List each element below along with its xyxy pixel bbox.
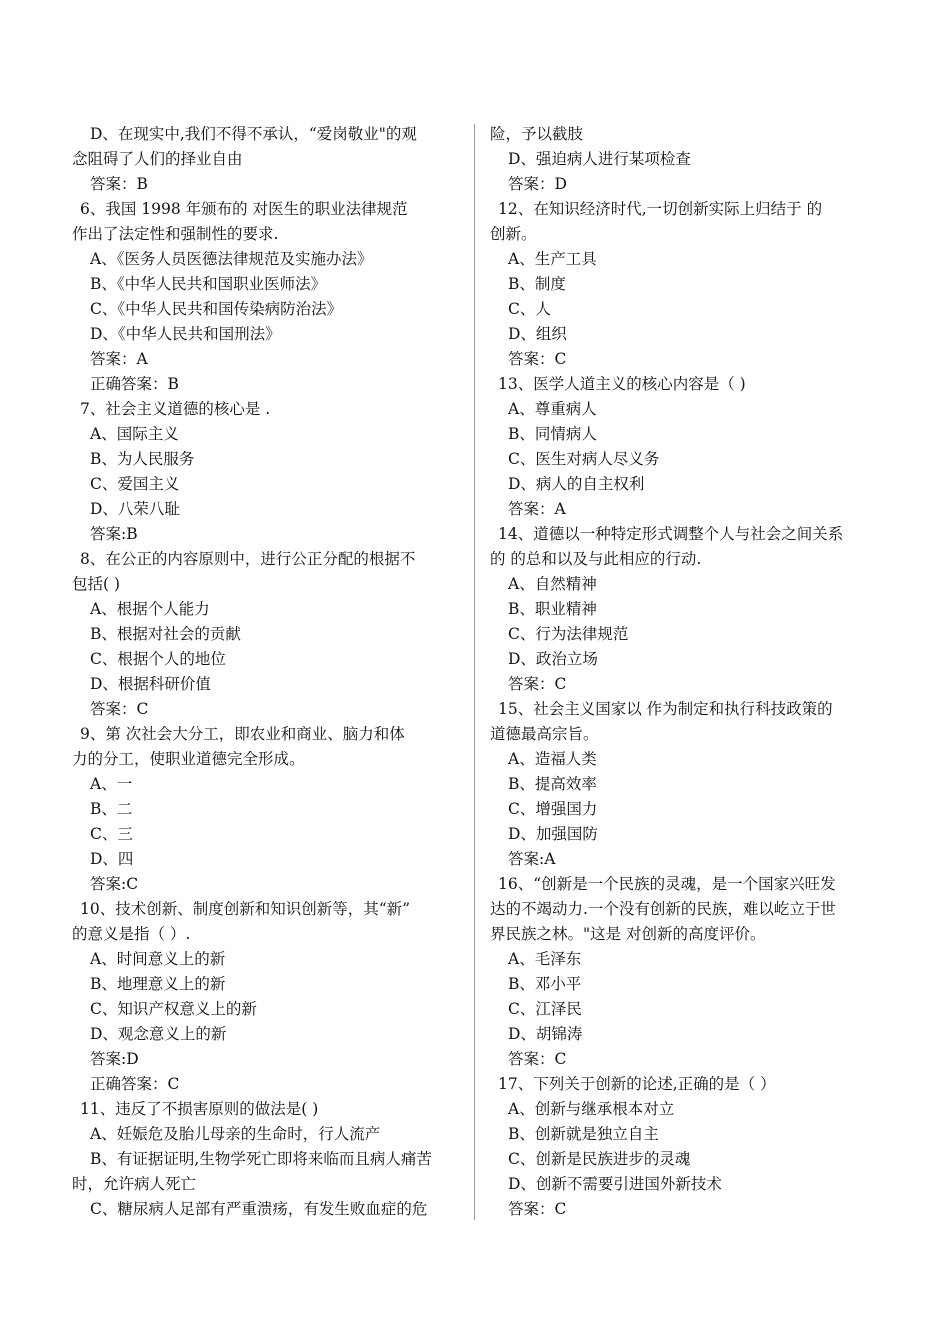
right-text-line: B、制度 <box>508 275 566 293</box>
left-text-line: 11、违反了不损害原则的做法是( ) <box>80 1100 319 1118</box>
left-text-line: A、一 <box>90 775 133 793</box>
left-text-line: 的意义是指（ ）. <box>72 925 191 943</box>
right-text-line: C、江泽民 <box>508 1000 582 1018</box>
left-text-line: 时，允许病人死亡 <box>72 1175 197 1193</box>
right-text-line: B、同情病人 <box>508 425 597 443</box>
left-text-line: A、《医务人员医德法律规范及实施办法》 <box>90 250 373 268</box>
left-text-line: 7、社会主义道德的核心是 . <box>80 400 271 418</box>
left-text-line: D、《中华人民共和国刑法》 <box>90 325 281 343</box>
left-text-line: C、《中华人民共和国传染病防治法》 <box>90 300 343 318</box>
right-text-line: A、造福人类 <box>508 750 597 768</box>
right-text-line: 12、在知识经济时代,一切创新实际上归结于 的 <box>498 200 823 218</box>
right-text-line: A、创新与继承根本对立 <box>508 1100 675 1118</box>
right-text-line: 答案:A <box>508 850 556 868</box>
right-text-line: D、强迫病人进行某项检查 <box>508 150 691 168</box>
right-text-line: 答案：C <box>508 675 567 693</box>
right-text-line: D、病人的自主权利 <box>508 475 645 493</box>
left-text-line: D、观念意义上的新 <box>90 1025 227 1043</box>
right-text-line: A、毛泽东 <box>508 950 582 968</box>
left-text-line: 10、技术创新、制度创新和知识创新等，其“新” <box>80 900 411 918</box>
left-text-line: A、妊娠危及胎儿母亲的生命时，行人流产 <box>90 1125 381 1143</box>
right-text-line: C、人 <box>508 300 551 318</box>
right-text-line: D、政治立场 <box>508 650 598 668</box>
left-text-line: 9、第 次社会大分工，即农业和商业、脑力和体 <box>80 725 405 743</box>
left-text-line: C、糖尿病人足部有严重溃疡，有发生败血症的危 <box>90 1200 428 1218</box>
right-text-line: D、组织 <box>508 325 567 343</box>
left-text-line: 答案：B <box>90 175 148 193</box>
right-text-line: C、行为法律规范 <box>508 625 629 643</box>
left-text-line: D、根据科研价值 <box>90 675 211 693</box>
left-text-line: 包括( ) <box>72 575 121 593</box>
left-text-line: A、根据个人能力 <box>90 600 210 618</box>
left-text-line: B、为人民服务 <box>90 450 195 468</box>
left-text-line: B、《中华人民共和国职业医师法》 <box>90 275 327 293</box>
right-text-line: 15、社会主义国家以 作为制定和执行科技政策的 <box>498 700 833 718</box>
column-divider <box>474 124 475 1220</box>
left-text-line: D、四 <box>90 850 134 868</box>
right-text-line: 答案：C <box>508 350 567 368</box>
left-text-line: B、地理意义上的新 <box>90 975 226 993</box>
right-text-line: B、邓小平 <box>508 975 582 993</box>
left-text-line: 念阻碍了人们的择业自由 <box>72 150 243 168</box>
right-text-line: B、创新就是独立自主 <box>508 1125 659 1143</box>
left-text-line: C、爱国主义 <box>90 475 180 493</box>
right-text-line: A、尊重病人 <box>508 400 597 418</box>
right-text-line: A、生产工具 <box>508 250 597 268</box>
right-text-line: 14、道德以一种特定形式调整个人与社会之间关系 <box>498 525 844 543</box>
right-text-line: B、提高效率 <box>508 775 597 793</box>
left-text-line: 正确答案：B <box>90 375 179 393</box>
right-text-line: D、创新不需要引进国外新技术 <box>508 1175 722 1193</box>
right-text-line: 16、“创新是一个民族的灵魂，是一个国家兴旺发 <box>498 875 836 893</box>
left-text-line: C、根据个人的地位 <box>90 650 226 668</box>
right-text-line: 的 的总和以及与此相应的行动. <box>490 550 702 568</box>
right-text-line: 创新。 <box>490 225 537 243</box>
left-text-line: D、在现实中,我们不得不承认，“爱岗敬业"的观 <box>90 125 417 143</box>
left-text-line: 答案：C <box>90 700 149 718</box>
right-text-line: C、医生对病人尽义务 <box>508 450 660 468</box>
left-text-line: A、时间意义上的新 <box>90 950 226 968</box>
right-text-line: 答案：D <box>508 175 567 193</box>
left-text-line: 答案:C <box>90 875 139 893</box>
right-text-line: D、加强国防 <box>508 825 598 843</box>
left-text-line: 作出了法定性和强制性的要求. <box>72 225 279 243</box>
right-text-line: 界民族之林。"这是 对创新的高度评价。 <box>490 925 766 943</box>
right-text-line: 道德最高宗旨。 <box>490 725 599 743</box>
right-text-line: 答案：C <box>508 1200 567 1218</box>
right-text-line: 17、下列关于创新的论述,正确的是（ ） <box>498 1075 776 1093</box>
left-text-line: 8、在公正的内容原则中，进行公正分配的根据不 <box>80 550 416 568</box>
right-column <box>490 122 880 1222</box>
left-text-line: 力的分工，使职业道德完全形成。 <box>72 750 305 768</box>
left-text-line: B、二 <box>90 800 133 818</box>
right-text-line: C、增强国力 <box>508 800 598 818</box>
left-text-line: A、国际主义 <box>90 425 179 443</box>
right-text-line: 达的不竭动力.一个没有创新的民族，难以屹立于世 <box>490 900 836 918</box>
left-text-line: C、知识产权意义上的新 <box>90 1000 257 1018</box>
left-text-line: C、三 <box>90 825 133 843</box>
left-text-line: 答案：A <box>90 350 148 368</box>
left-text-line: 正确答案：C <box>90 1075 180 1093</box>
left-text-line: B、根据对社会的贡献 <box>90 625 241 643</box>
left-text-line: D、八荣八耻 <box>90 500 180 518</box>
right-text-line: C、创新是民族进步的灵魂 <box>508 1150 691 1168</box>
right-text-line: 答案：A <box>508 500 566 518</box>
right-text-line: 13、医学人道主义的核心内容是（ ) <box>498 375 746 393</box>
right-text-line: 险，予以截肢 <box>490 125 584 143</box>
right-text-line: 答案：C <box>508 1050 567 1068</box>
left-text-line: 答案:B <box>90 525 138 543</box>
left-column <box>72 122 462 1222</box>
right-text-line: B、职业精神 <box>508 600 597 618</box>
left-text-line: 答案:D <box>90 1050 139 1068</box>
right-text-line: D、胡锦涛 <box>508 1025 583 1043</box>
right-text-line: A、自然精神 <box>508 575 597 593</box>
left-text-line: 6、我国 1998 年颁布的 对医生的职业法律规范 <box>80 200 408 218</box>
left-text-line: B、有证据证明,生物学死亡即将来临而且病人痛苦 <box>90 1150 432 1168</box>
